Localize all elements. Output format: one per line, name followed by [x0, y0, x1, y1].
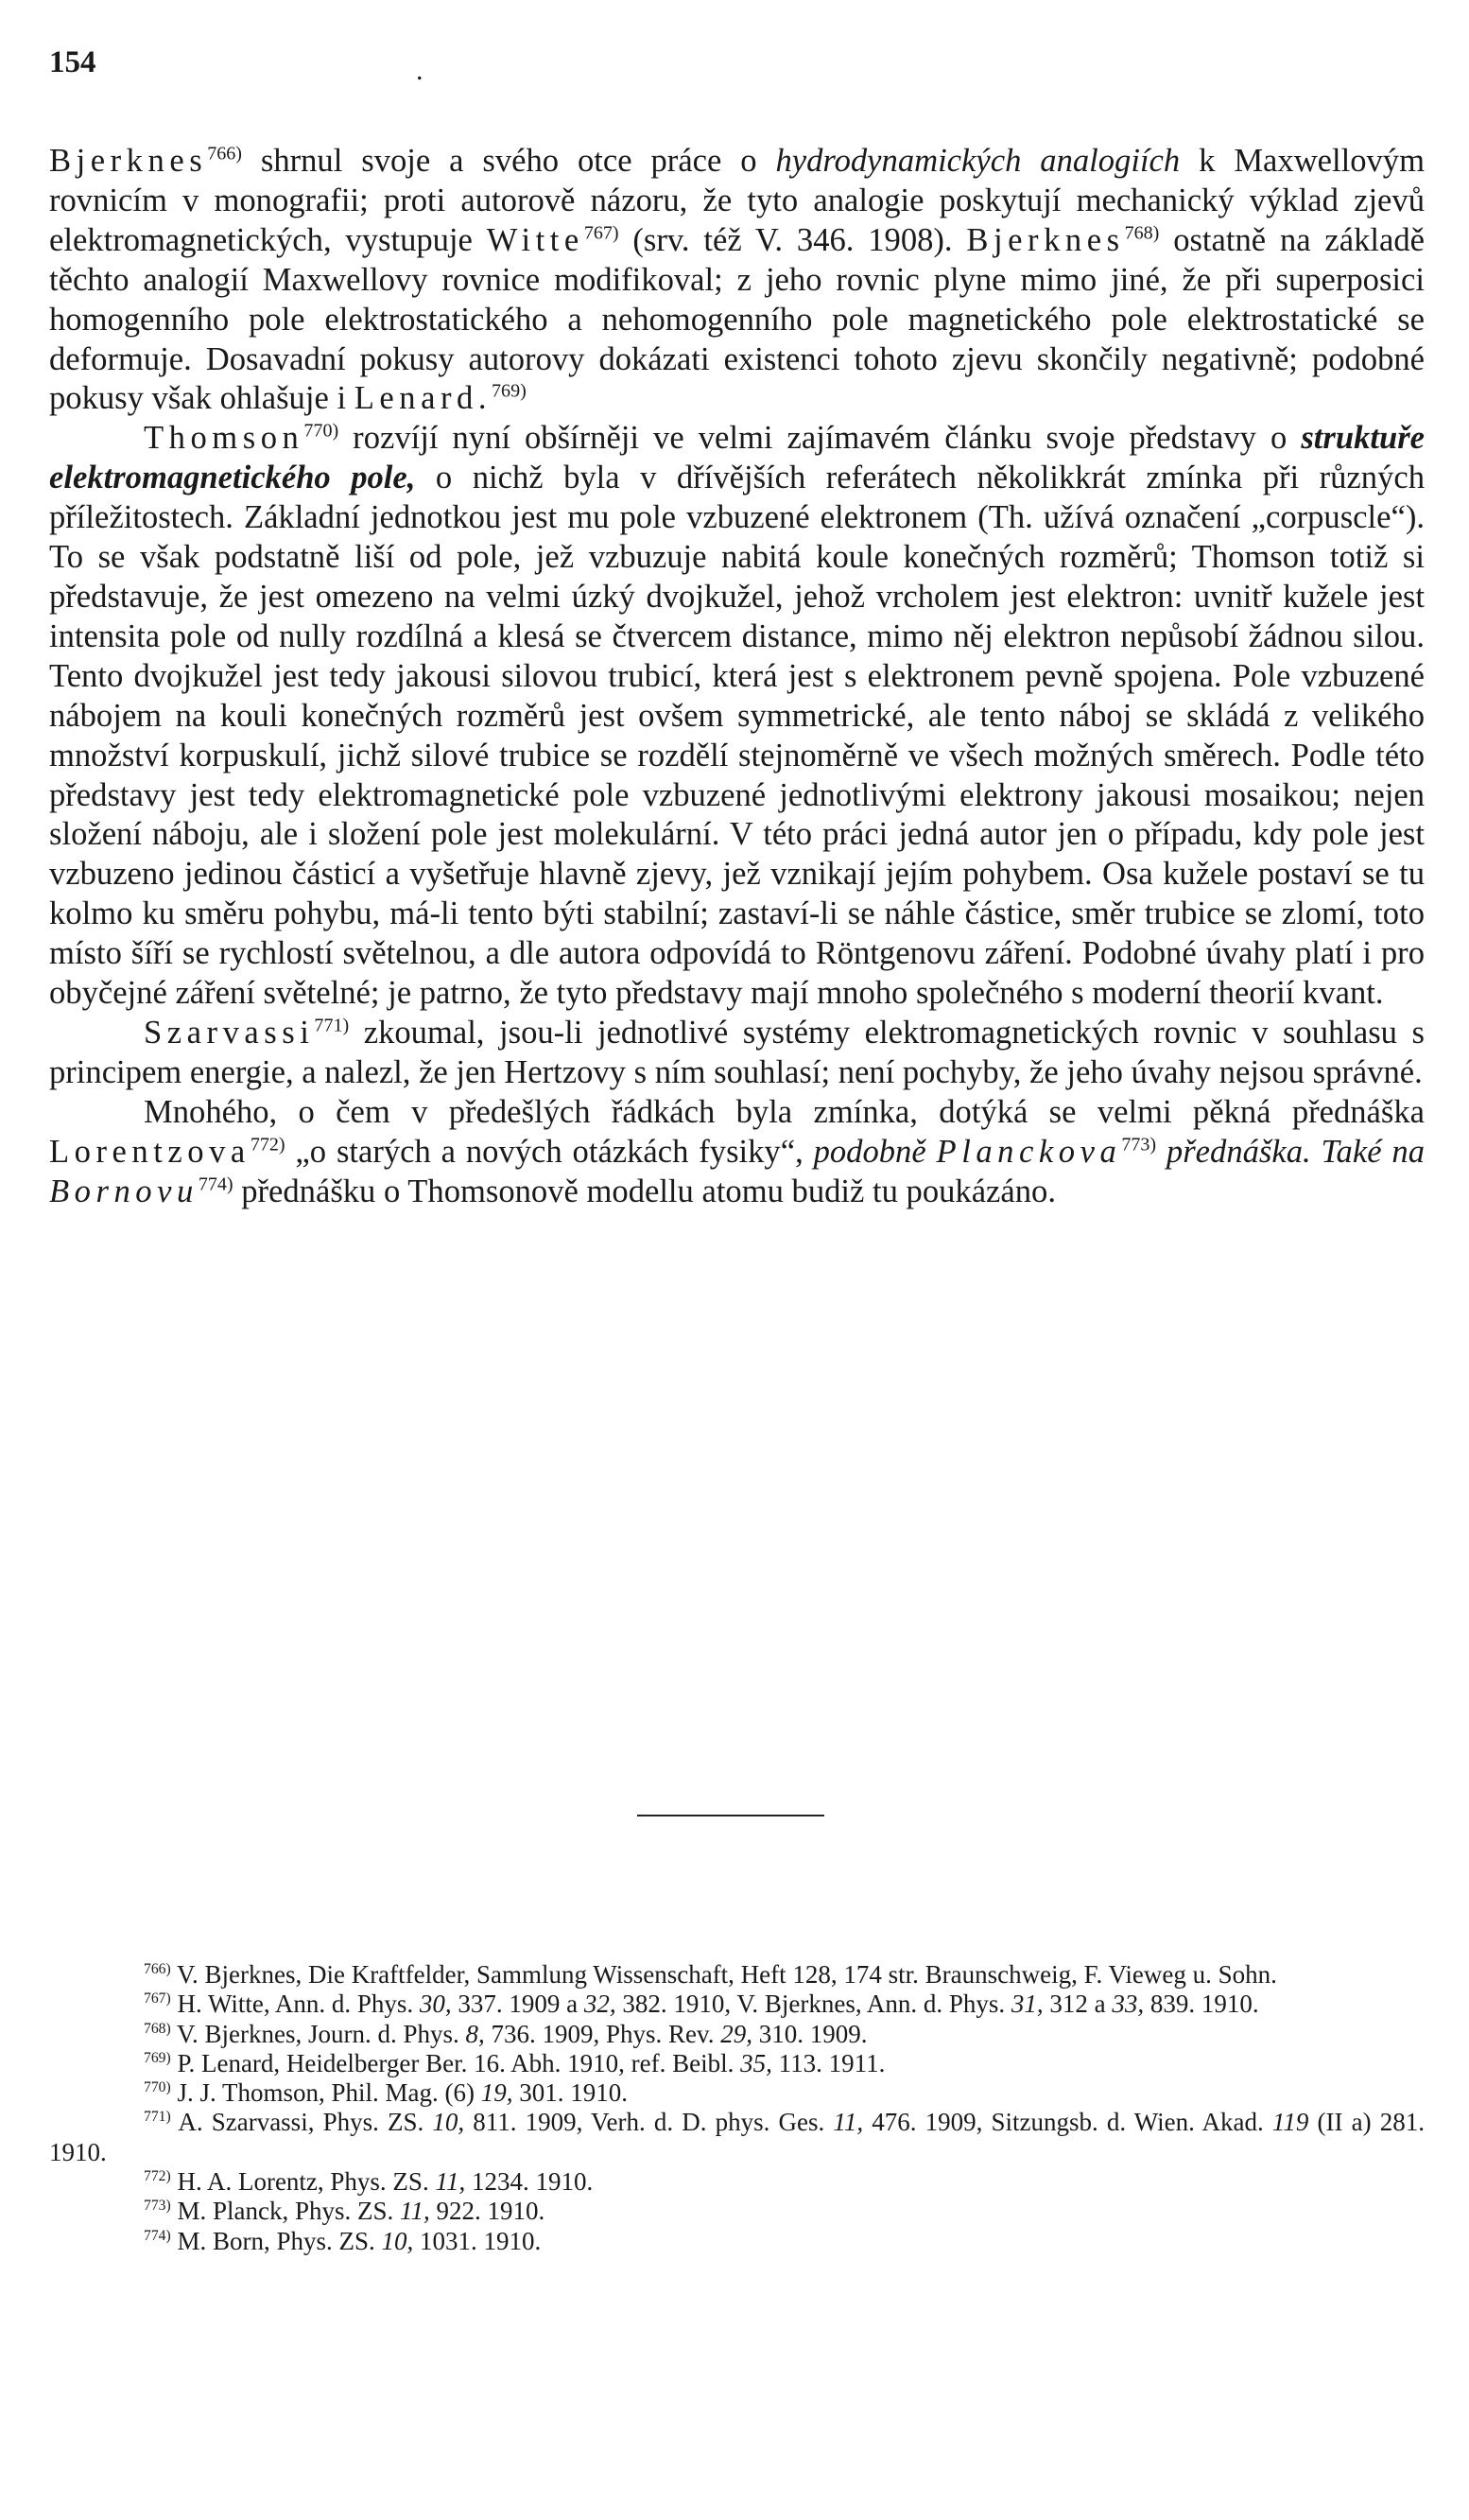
text-run: Bornovu [49, 1173, 199, 1209]
text-run: 30, [419, 1990, 452, 2019]
text-run: Szarvassi [144, 1014, 315, 1051]
text-run: 10, [381, 2226, 414, 2255]
main-text [49, 142, 1425, 1211]
text-run: Lenard. [354, 380, 493, 417]
footnote [49, 2108, 1425, 2167]
text-run: 11, [435, 2167, 466, 2197]
text-run: Planckova [936, 1133, 1122, 1170]
footnote-ref: 768) [1124, 222, 1160, 244]
footnote-ref: 766) [144, 1961, 171, 1977]
footnote-ref: 767) [144, 1990, 171, 2007]
print-speck: . [416, 55, 423, 86]
text-run: Bjerknes [966, 221, 1125, 258]
text-run: H. A. Lorentz, Phys. ZS. [170, 2167, 436, 2197]
text-run: 337. 1909 a [451, 1990, 584, 2019]
footnote-ref: 773) [1121, 1134, 1157, 1156]
text-run: 301. 1910. [512, 2078, 628, 2108]
text-run: 10, [432, 2108, 465, 2137]
footnote-ref: 769) [492, 380, 527, 402]
footnote [49, 2049, 1425, 2078]
text-run: 31, [1011, 1990, 1044, 2019]
footnote-ref: 771) [144, 2109, 171, 2126]
text-run: 11, [399, 2197, 430, 2226]
footnotes [49, 1960, 1425, 2256]
text-run: „o starých a nových otázkách fysiky“, [285, 1133, 814, 1170]
text-run: hydrodynamických analogiích [775, 143, 1181, 179]
footnote [49, 1960, 1425, 1990]
text-run: 29, [720, 2019, 752, 2048]
text-run: 35, [740, 2048, 772, 2077]
text-run: J. J. Thomson, Phil. Mag. (6) [170, 2078, 481, 2108]
text-run: k Maxwellovým rovnicím v monografii; proti autorově názoru, že tyto analogie poskytují mechanický výklad zjevů elektromagnetických, vystupuje [49, 143, 1425, 258]
text-run: 32, [583, 1990, 616, 2019]
text-run: o nichž byla v dřívějších referátech několikkrát zmínka při různých příležitostech. Základní jednotkou jest mu pole vzbuzené elektronem (Th. užívá označení „corpuscle“). To se však podstatně liší od pole, jež vzbuzuje nabitá koule konečných rozměrů; Thomson totiž si představuje, že jest omezeno na velmi úzký dvojkužel, jehož vrcholem jest elektron: uvnitř kužele jest intensita pole od nully rozdílná a klesá se čtvercem distance, mimo něj elektron nepůsobí žádnou silou. Tento dvojkužel jest tedy jakousi silovou trubicí, která jest s elektronem pevně spojena. Pole vzbuzené nábojem na kouli konečných rozměrů jest ovšem symmetrické, ale tento náboj se skládá z velikého množství korpuskulí, jichž silové trubice se rozdělí stejnoměrně ve všech možných směrech. Podle této představy jest tedy elektromagnetické pole vzbuzené jednotlivými elektrony jakousi mosaikou; nejen složení náboju, ale i složení pole jest molekulární. V této práci jedná autor jen o případu, kdy pole jest vzbuzeno jedinou částicí a vyšetřuje hlavně zjevy, jež vznikají jejím pohybem. Osa kužele postaví se tu kolmo ku směru pohybu, má-li tento býti stabilní; zastaví-li se náhle částice, směr trubice se zlomí, toto místo šíří se rychlostí světelnou, a dle autora odpovídá to Röntgenovu záření. Podobné úvahy platí i pro obyčejné záření světelné; je patrno, že tyto představy mají mnoho společného s moderní theorií kvant. [49, 460, 1425, 1012]
text-run: V. Bjerknes, Journ. d. Phys. [170, 2019, 466, 2048]
text-run: 922. 1910. [429, 2197, 545, 2226]
footnote-ref: 770) [144, 2079, 171, 2096]
text-run: M. Born, Phys. ZS. [170, 2226, 382, 2255]
footnote-ref: 767) [583, 222, 619, 244]
footnote-ref: 774) [144, 2227, 171, 2244]
text-run: 11, [833, 2108, 864, 2137]
footnote-ref: 766) [207, 143, 242, 165]
text-run: V. Bjerknes, Die Kraftfelder, Sammlung Wissenschaft, Heft 128, 174 str. Braunschweig, F. Vieweg u. Sohn. [170, 1960, 1277, 1989]
text-run: Lorentzova [49, 1133, 251, 1170]
footnote-ref: 770) [303, 420, 339, 442]
text-run: H. Witte, Ann. d. Phys. [170, 1990, 420, 2019]
text-run: 113. 1911. [771, 2048, 886, 2077]
footnote [49, 2078, 1425, 2108]
text-run: přednáška. Také na [1156, 1133, 1425, 1170]
footnote [49, 2227, 1425, 2256]
text-run: (srv. též V. 346. 1908). [618, 221, 967, 258]
text-run: 8, [465, 2019, 485, 2048]
footnote [49, 2167, 1425, 2197]
page-number: 154 [49, 45, 96, 79]
paragraph [49, 1014, 1425, 1093]
text-run: 1031. 1910. [413, 2226, 542, 2255]
text-run: Bjerknes [49, 143, 208, 179]
text-run: podobně [813, 1133, 937, 1170]
text-run: Thomson [144, 420, 304, 457]
paragraph [49, 142, 1425, 419]
text-run: 312 a [1043, 1990, 1113, 2019]
footnote [49, 2020, 1425, 2049]
footnote-ref: 772) [144, 2168, 171, 2185]
text-run: 736. 1909, Phys. Rev. [484, 2019, 721, 2048]
footnote [49, 1990, 1425, 2019]
footnote-ref: 774) [198, 1173, 233, 1195]
footnote-ref: 768) [144, 2020, 171, 2037]
text-run: 19, [480, 2078, 513, 2108]
footnote-ref: 773) [144, 2198, 171, 2215]
paragraph [49, 1093, 1425, 1212]
text-run: 811. 1909, Verh. d. D. phys. Ges. [464, 2108, 834, 2137]
text-run: 119 [1271, 2108, 1309, 2137]
paragraph [49, 419, 1425, 1014]
text-run: Witte [486, 221, 584, 258]
text-run: 310. 1909. [752, 2019, 868, 2048]
text-run: 382. 1910, V. Bjerknes, Ann. d. Phys. [615, 1990, 1011, 2019]
text-run: Mnohého, o čem v předešlých řádkách byla zmínka, dotýká se velmi pěkná přednáška [144, 1093, 1425, 1130]
text-run: zkoumal, jsou-li jednotlivé systémy elektromagnetických rovnic v souhlasu s principem energie, a nalezl, že jen Hertzovy s ním souhlasí; není pochyby, že jeho úvahy nejsou správné. [49, 1014, 1425, 1090]
footnote [49, 2197, 1425, 2226]
text-run: struktuře elektromagnetického pole, [49, 420, 1425, 496]
text-run: 839. 1910. [1144, 1990, 1259, 2019]
text-run: ostatně na základě těchto analogií Maxwellovy rovnice modifikoval; z jeho rovnic plyne mimo jiné, že při superposici homogenního pole elektrostatického a nehomogenního pole magnetického pole elektrostatické se deformuje. Dosavadní pokusy autorovy dokázati existenci tohoto zjevu skončily negativně; podobné pokusy však ohlašuje i [49, 221, 1426, 417]
text-run: A. Szarvassi, Phys. ZS. [170, 2108, 433, 2137]
footnote-ref: 769) [144, 2049, 171, 2066]
text-run: (II a) 281. 1910. [49, 2108, 1425, 2166]
text-run: 1234. 1910. [465, 2167, 594, 2197]
text-run: 476. 1909, Sitzungsb. d. Wien. Akad. [863, 2108, 1272, 2137]
text-run: shrnul svoje a svého otce práce o [241, 143, 776, 179]
text-run: M. Planck, Phys. ZS. [170, 2197, 400, 2226]
text-run: 33, [1112, 1990, 1145, 2019]
footnote-ref: 771) [314, 1015, 350, 1036]
text-run: přednášku o Thomsonově modellu atomu budiž tu poukázáno. [233, 1173, 1056, 1209]
footnote-ref: 772) [250, 1134, 285, 1156]
text-run: rozvíjí nyní obšírněji ve velmi zajímavém článku svoje představy o [338, 420, 1302, 457]
footnote-separator [637, 1815, 824, 1816]
text-run: P. Lenard, Heidelberger Ber. 16. Abh. 1910, ref. Beibl. [170, 2048, 741, 2077]
